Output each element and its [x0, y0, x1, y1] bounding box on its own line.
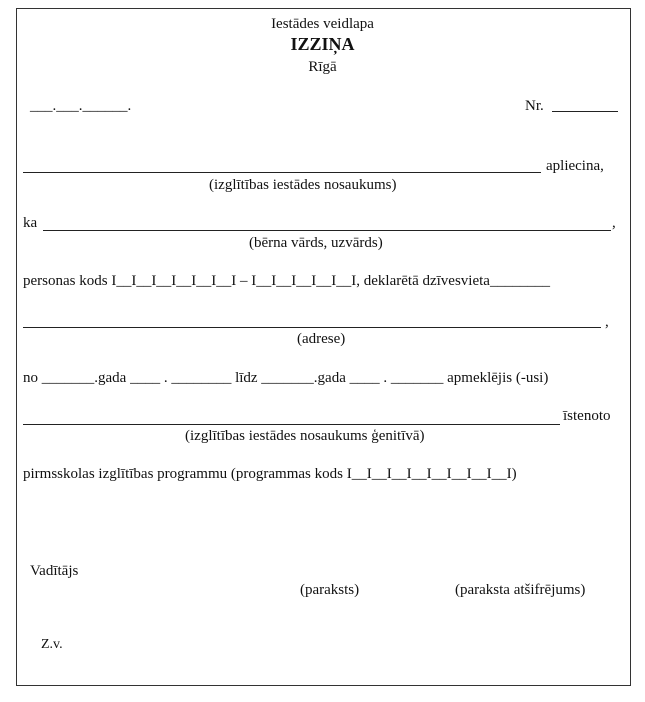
- implemented-text: īstenoto: [563, 408, 611, 424]
- form-label: Iestādes veidlapa: [271, 16, 374, 32]
- address-caption: (adrese): [297, 331, 346, 347]
- institution-name-caption: (izglītības iestādes nosaukums): [209, 177, 397, 193]
- stamp-label: Z.v.: [41, 637, 63, 652]
- attendance-period-field[interactable]: no _______.gada ____ . ________ līdz _______.gada ____ . _______ apmeklējis (-usi): [23, 370, 549, 386]
- city-label: Rīgā: [308, 59, 337, 75]
- head-label: Vadītājs: [30, 563, 79, 579]
- programme-code-field[interactable]: pirmsskolas izglītības programmu (programmas kods I__I__I__I__I__I__I__I__I): [23, 466, 517, 482]
- institution-genitive-field[interactable]: [23, 424, 560, 425]
- comma-text: ,: [612, 215, 616, 231]
- child-name-field[interactable]: [43, 230, 611, 231]
- that-text: ka: [23, 215, 38, 231]
- signature-caption: (paraksts): [300, 582, 360, 598]
- address-comma: ,: [605, 314, 609, 330]
- certifies-text: apliecina,: [546, 158, 604, 174]
- address-field[interactable]: [23, 327, 601, 328]
- document-title: IZZIŅA: [290, 34, 355, 54]
- institution-name-field[interactable]: [23, 172, 541, 173]
- child-name-caption: (bērna vārds, uzvārds): [249, 235, 383, 251]
- number-field[interactable]: [552, 111, 618, 112]
- personal-code-field[interactable]: personas kods I__I__I__I__I__I__I – I__I__I__I__I__I, deklarētā dzīvesvieta________: [23, 273, 550, 289]
- number-label: Nr.: [525, 98, 544, 114]
- signature-decode-caption: (paraksta atšifrējums): [455, 582, 586, 598]
- institution-genitive-caption: (izglītības iestādes nosaukums ģenitīvā): [185, 428, 425, 444]
- date-field[interactable]: ___.___.______.: [30, 98, 132, 114]
